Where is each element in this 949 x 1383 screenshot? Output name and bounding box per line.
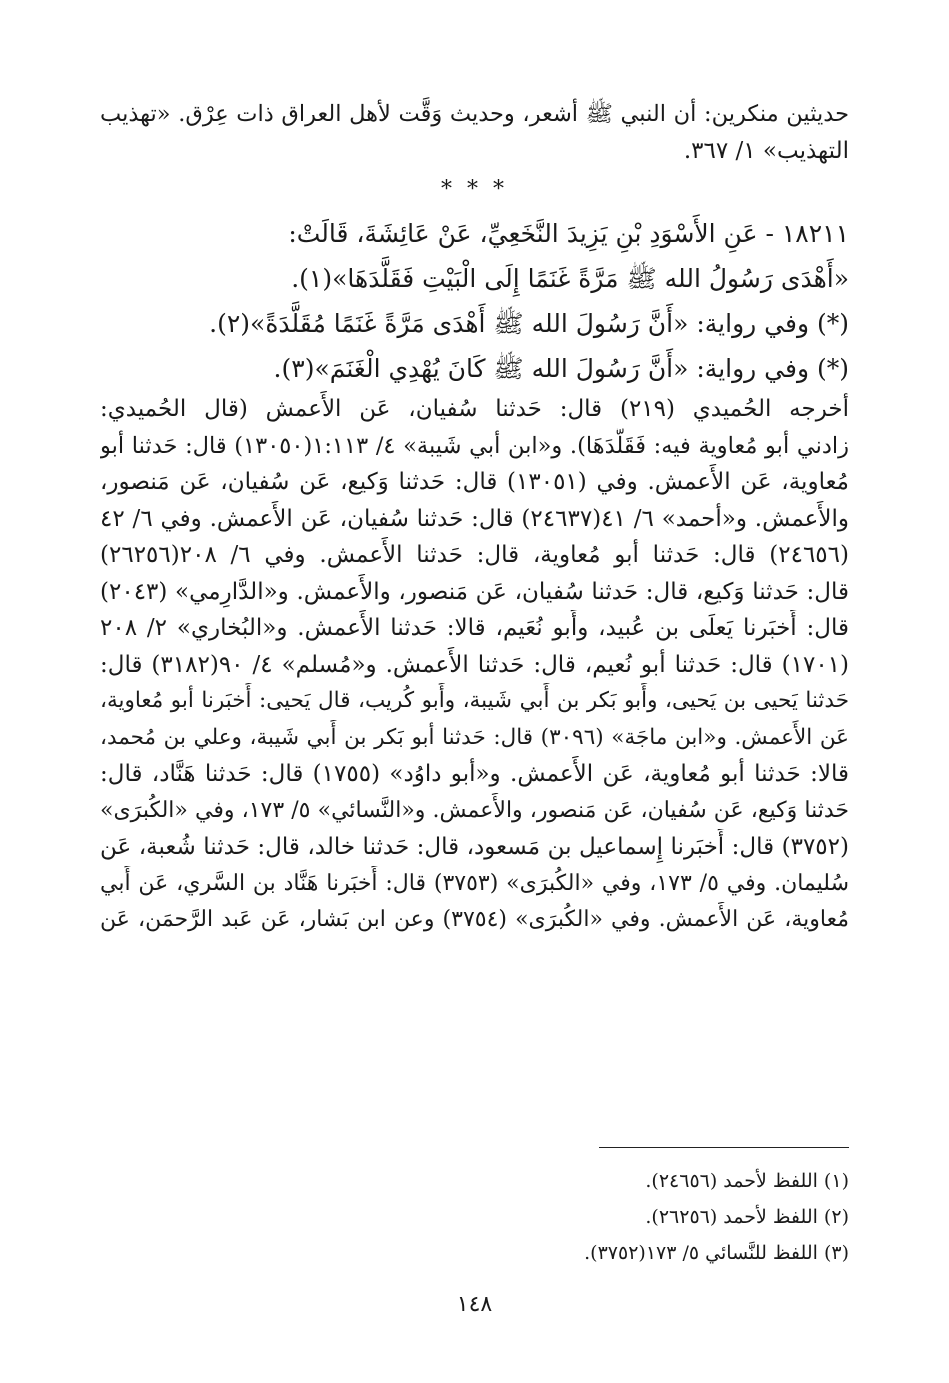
- takhrij-line: والأَعمش. و«أحمد» ٦/ ٤١(٢٤٦٣٧) قال: حَدثنا سُفيان، عَن الأَعمش. وفي ٦/ ٤٢: [100, 505, 849, 532]
- takhrij-line: أخرجه الحُميدي (٢١٩) قال: حَدثنا سُفيان، عَن الأَعمش (قال الحُميدي:: [100, 396, 849, 422]
- takhrij-line: (١٧٠١) قال: حَدثنا أبو نُعيم، قال: حَدثنا الأَعمش. و«مُسلم» ٤/ ٩٠(٣١٨٢) قال:: [100, 651, 849, 678]
- footnote: (١) اللفظ لأحمد (٢٤٦٥٦).: [645, 1170, 849, 1192]
- footnote: (٣) اللفظ للنَّسائي ٥/ ١٧٣(٣٧٥٢).: [584, 1242, 849, 1264]
- takhrij-line: قال: حَدثنا وَكيع، قال: حَدثنا سُفيان، عَن مَنصور، والأَعمش. و«الدَّارِمي» (٢٠٤٣): [100, 578, 849, 605]
- takhrij-line: عَن الأَعمش. و«ابن ماجَة» (٣٠٩٦) قال: حَدثنا أبو بَكر بن أَبي شَيبة، وعلي بن مُحمد،: [100, 724, 849, 750]
- footnote: (٢) اللفظ لأحمد (٢٦٢٥٦).: [645, 1206, 849, 1228]
- takhrij-line: زادني أبو مُعاوية فيه: فَقَلَّدَهَا). و«ابن أبي شَيبة» ٤/ ١:١١٣(١٣٠٥٠) قال: حَدثنا أبو: [100, 432, 849, 459]
- hadith-variant-line: (*) وفي رواية: «أَنَّ رَسُولَ الله ﷺ أَهْدَى مَرَّةً غَنَمًا مُقَلَّدَةً»(٢).: [209, 309, 849, 338]
- hadith-line: «أَهْدَى رَسُولُ الله ﷺ مَرَّةً غَنَمًا إِلَى الْبَيْتِ فَقَلَّدَهَا»(١).: [291, 264, 849, 293]
- takhrij-line: قالا: حَدثنا أبو مُعاوية، عَن الأَعمش. و«أبو داوُد» (١٧٥٥) قال: حَدثنا هَنَّاد، قال:: [100, 761, 849, 787]
- takhrij-line: حَدثنا يَحيى بن يَحيى، وأَبو بَكر بن أَبي شَيبة، وأَبو كُريب، قال يَحيى: أَخبَرنا أبو مُعاوية،: [100, 688, 849, 713]
- page-number: ١٤٨: [456, 1292, 493, 1317]
- footnote-divider: [599, 1147, 849, 1148]
- text-line: حديثين منكرين: أن النبي ﷺ أشعر، وحديث وَقَّت لأهل العراق ذات عِرْق. «تهذيب: [100, 101, 849, 127]
- takhrij-line: (٢٤٦٥٦) قال: حَدثنا أبو مُعاوية، قال: حَدثنا الأَعمش. وفي ٦/ ٢٠٨(٢٦٢٥٦): [100, 542, 849, 568]
- footnotes: [100, 1163, 849, 1271]
- section-separator: * * *: [441, 177, 508, 202]
- takhrij-line: سُليمان. وفي ٥/ ١٧٣، وفي «الكُبرَى» (٣٧٥٣) قال: أَخبَرنا هَنَّاد بن السَّري، عَن أَبي: [100, 870, 849, 896]
- takhrij-line: مُعاوية، عَن الأَعمش. وفي «الكُبرَى» (٣٧٥٤) وعن ابن بَشار، عَن عَبد الرَّحمَن، عَن: [100, 907, 849, 932]
- takhrij-line: قال: أَخبَرنا يَعلَى بن عُبيد، وأَبو نُعَيم، قالا: حَدثنا الأَعمش. و«البُخاري» ٢/ ٢٠٨: [100, 615, 849, 641]
- text-line: التهذيب» ١/ ٣٦٧.: [683, 137, 849, 164]
- takhrij-line: حَدثنا وَكيع، عَن سُفيان، عَن مَنصور، والأَعمش. و«النَّسائي» ٥/ ١٧٣، وفي «الكُبرَى»: [100, 797, 849, 823]
- takhrij-line: (٣٧٥٢) قال: أَخبَرنا إِسماعيل بن مَسعود، قال: حَدثنا خالد، قال: حَدثنا شُعبة، عَن: [100, 834, 849, 860]
- hadith-line: ١٨٢١١ - عَنِ الأَسْوَدِ بْنِ يَزِيدَ النَّخَعِيِّ، عَنْ عَائِشَةَ، قَالَتْ:: [288, 219, 849, 248]
- takhrij-line: مُعاوية، عَن الأَعمش. وفي (١٣٠٥١) قال: حَدثنا وَكيع، عَن سُفيان، عَن مَنصور،: [100, 469, 849, 495]
- main-text: [100, 96, 849, 939]
- hadith-variant-line: (*) وفي رواية: «أَنَّ رَسُولَ الله ﷺ كَانَ يُهْدِي الْغَنَمَ»(٣).: [273, 354, 849, 383]
